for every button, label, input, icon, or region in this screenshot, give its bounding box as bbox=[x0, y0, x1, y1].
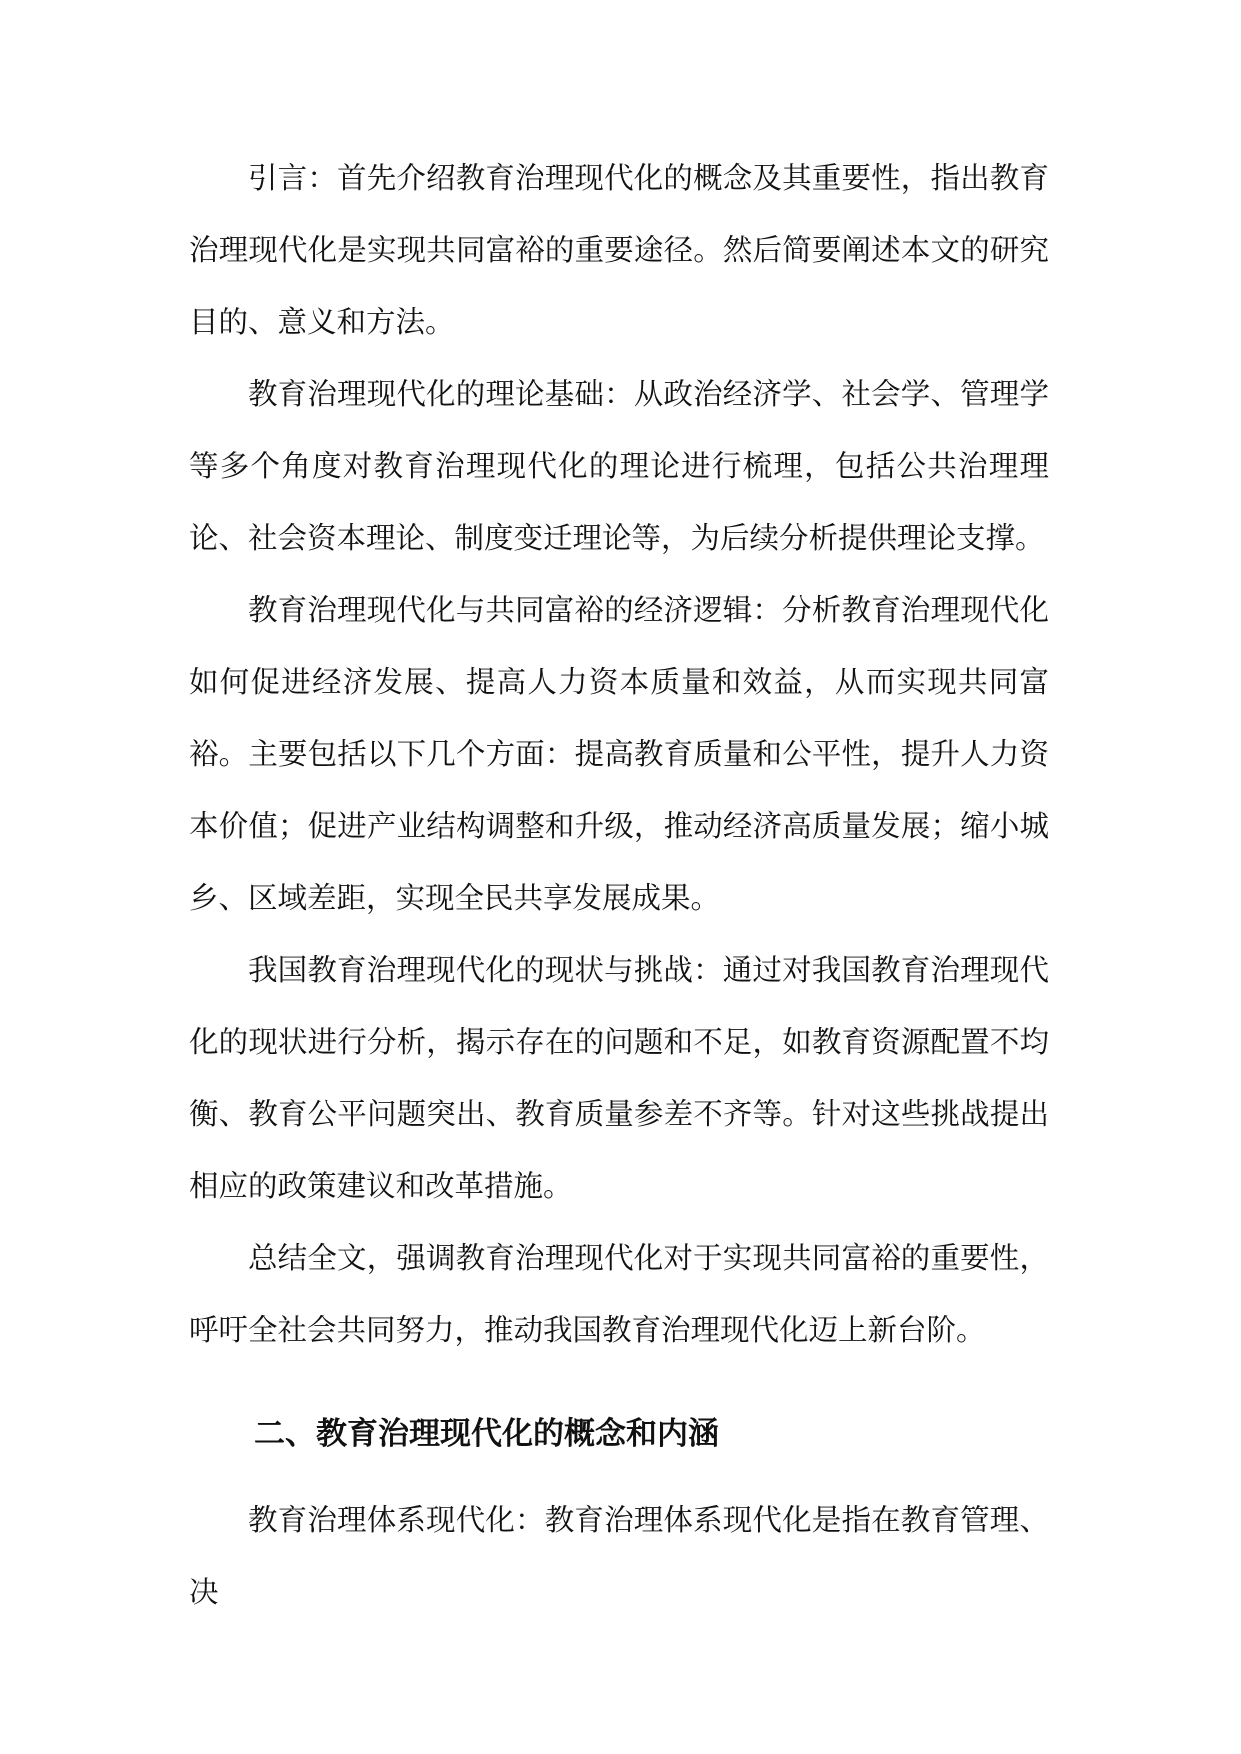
paragraph-governance-system: 教育治理体系现代化：教育治理体系现代化是指在教育管理、决 bbox=[189, 1503, 1049, 1609]
paragraph-introduction: 引言：首先介绍教育治理现代化的概念及其重要性，指出教育治理现代化是实现共同富裕的重要途径。然后简要阐述本文的研究目的、意义和方法。 bbox=[189, 161, 1049, 339]
section-heading: 二、教育治理现代化的概念和内涵 bbox=[254, 1416, 719, 1452]
document-body bbox=[189, 142, 1049, 1628]
paragraph-conclusion: 总结全文，强调教育治理现代化对于实现共同富裕的重要性，呼吁全社会共同努力，推动我国教育治理现代化迈上新台阶。 bbox=[189, 1241, 1049, 1347]
paragraph-economic-logic: 教育治理现代化与共同富裕的经济逻辑：分析教育治理现代化如何促进经济发展、提高人力资本质量和效益，从而实现共同富裕。主要包括以下几个方面：提高教育质量和公平性，提升人力资本价值；促进产业结构调整和升级，推动经济高质量发展；缩小城乡、区域差距，实现全民共享发展成果。 bbox=[189, 593, 1049, 915]
paragraph-status-challenges: 我国教育治理现代化的现状与挑战：通过对我国教育治理现代化的现状进行分析，揭示存在的问题和不足，如教育资源配置不均衡、教育公平问题突出、教育质量参差不齐等。针对这些挑战提出相应的政策建议和改革措施。 bbox=[189, 953, 1049, 1203]
paragraph-theoretical-basis: 教育治理现代化的理论基础：从政治经济学、社会学、管理学等多个角度对教育治理现代化的理论进行梳理，包括公共治理理论、社会资本理论、制度变迁理论等，为后续分析提供理论支撑。 bbox=[189, 377, 1049, 555]
